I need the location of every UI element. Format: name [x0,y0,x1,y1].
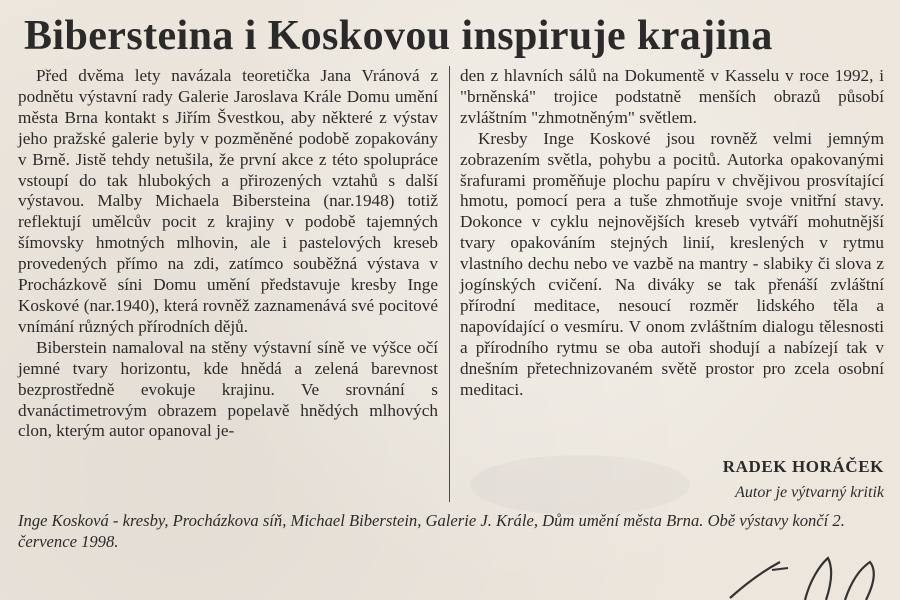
handwritten-mark [710,540,890,600]
article-column-right [460,66,884,401]
column-divider [449,66,450,502]
exhibition-info: Inge Kosková - kresby, Procházkova síň, Michael Biberstein, Galerie J. Krále, Dům umění města Brna. Obě výstavy končí 2. července 1998. [18,511,845,551]
article-paragraph: Před dvěma lety navázala teoretička Jana Vránová z podnětu výstavní rady Galerie Jaroslava Krále Domu umění města Brna kontakt s Jiřím Švestkou, aby některé z výstav jeho pražské galerie byly v pozměněné podobě zopakovány v Brně. Jistě tehdy netušila, že první akce z této spolupráce vstoupí do tak hlubokých a přirozených vztahů s další výstavou. Malby Michaela Bibersteina (nar.1948) totiž reflektují umělcův pocit z krajiny v podobě tajemných šímovsky hmotných mlhovin, ale i pastelových kreseb provedených přímo na zdi, zatímco souběžná výstava v Procházkově síni Domu umění představuje kresby Inge Koskové (nar.1940), která rovněž zaznamenává své pocitové vnímání různých přírodních dějů. [18,66,438,336]
article-column-left [18,66,438,442]
article-paragraph: den z hlavních sálů na Dokumentě v Kasselu v roce 1992, i "brněnská" trojice podstatně menších obrazů působí zvláštním "zhmotněným" světlem. [460,66,884,127]
author-role: Autor je výtvarný kritik [735,484,884,501]
author-name: RADEK HORÁČEK [722,457,884,476]
article-paragraph: Kresby Inge Koskové jsou rovněž velmi jemným zobrazením světla, pohybu a pocitů. Autorka opakovanými šrafurami proměňuje plochu papíru v chvějivou prosvítající hmotu, pomocí pera a tuše zhmotňuje svoje vnitřní stavy. Dokonce v cyklu nejnovějších kreseb vytváří mohutnější tvary opakováním stejných linií, kreslených v rytmu vlastního dechu nebo ve vazbě na mantry - slabiky či slova z jogínských cvičení. Na diváky se tak přenáší zvláštní přírodní meditace, nesoucí rozměr lidského těla a napovídající o vesmíru. V onom zvláštním dialogu tělesnosti a přírodního rytmu se oba autoři shodují a nabízejí tak v dnešním přetechnizovaném světě prostor pro zcela osobní meditaci. [460,128,884,399]
article-paragraph: Biberstein namaloval na stěny výstavní síně ve výšce očí jemné tvary horizontu, kde hnědá a zelená barevnost bezprostředně evokuje krajinu. Ve srovnání s dvanáctimetrovým obrazem popelavě hnědých mlhových clon, kterým autor opanoval je- [18,337,438,441]
article-headline: Bibersteina i Koskovou inspiruje krajina [24,13,773,59]
